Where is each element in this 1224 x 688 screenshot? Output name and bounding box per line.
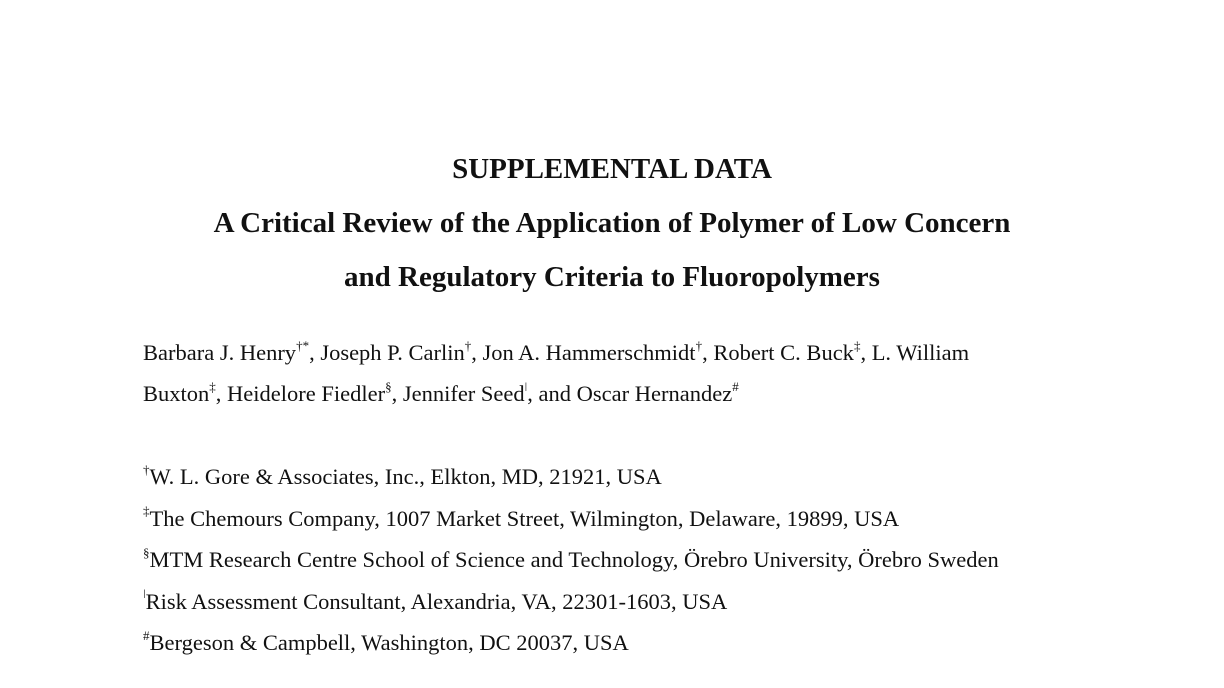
author-separator: , — [215, 381, 228, 406]
affiliation-item — [143, 498, 1143, 540]
author-separator: , — [471, 340, 483, 365]
affiliation-text: Risk Assessment Consultant, Alexandria, VA, 22301-1603, USA — [145, 588, 728, 614]
affiliation-item — [143, 539, 1143, 581]
author-name: L. William — [871, 340, 970, 365]
author-line — [143, 373, 1143, 414]
author-separator: , — [391, 381, 403, 406]
author-name: Jon A. Hammerschmidt — [482, 340, 696, 365]
affiliation-mark: § — [143, 544, 150, 560]
title-line-main: A Critical Review of the Application of Polymer of Low Concern — [213, 207, 1011, 239]
affiliation-text: W. L. Gore & Associates, Inc., Elkton, MD, 21921, USA — [149, 464, 662, 489]
affiliation-mark: † — [143, 461, 150, 477]
affiliation-item — [143, 581, 1143, 623]
title-line-supplemental: SUPPLEMENTAL DATA — [452, 153, 772, 185]
author-affiliation-mark: † — [464, 337, 472, 353]
author-separator: , — [702, 340, 714, 365]
author-affiliation-mark: ǀ — [524, 378, 528, 394]
author-name: Robert C. Buck — [713, 340, 854, 365]
author-name: Oscar Hernandez — [576, 381, 733, 406]
affiliation-text: MTM Research Centre School of Science and Technology, Örebro University, Örebro Sweden — [149, 547, 999, 572]
author-name: Buxton — [143, 381, 210, 406]
author-name: Heidelore Fiedler — [227, 381, 386, 406]
affiliation-mark: ‡ — [143, 503, 150, 518]
affiliation-mark: # — [143, 627, 150, 643]
author-separator: , — [309, 340, 321, 365]
author-name: Joseph P. Carlin — [320, 340, 465, 365]
author-name: Jennifer Seed — [402, 381, 525, 406]
title-line-sub: and Regulatory Criteria to Fluoropolymers — [344, 261, 880, 293]
affiliation-item — [143, 456, 1143, 498]
author-separator: , — [860, 340, 872, 365]
author-separator: , and — [527, 381, 577, 406]
affiliation-list — [143, 456, 1143, 664]
author-affiliation-mark: ‡ — [853, 337, 861, 353]
affiliation-item — [143, 622, 1143, 664]
paper-title — [0, 142, 1224, 304]
author-affiliation-mark: † — [695, 337, 703, 353]
affiliation-text: Bergeson & Campbell, Washington, DC 20037, USA — [149, 630, 629, 655]
author-name: Barbara J. Henry — [143, 340, 297, 365]
author-line — [143, 332, 1143, 373]
author-affiliation-mark: ‡ — [209, 378, 216, 394]
author-affiliation-mark: § — [385, 378, 392, 394]
author-affiliation-mark: # — [732, 378, 739, 394]
author-list — [143, 332, 1143, 414]
author-affiliation-mark: †* — [296, 337, 310, 353]
affiliation-text: The Chemours Company, 1007 Market Street, Wilmington, Delaware, 19899, USA — [149, 505, 900, 531]
affiliation-mark: ǀ — [143, 586, 146, 601]
